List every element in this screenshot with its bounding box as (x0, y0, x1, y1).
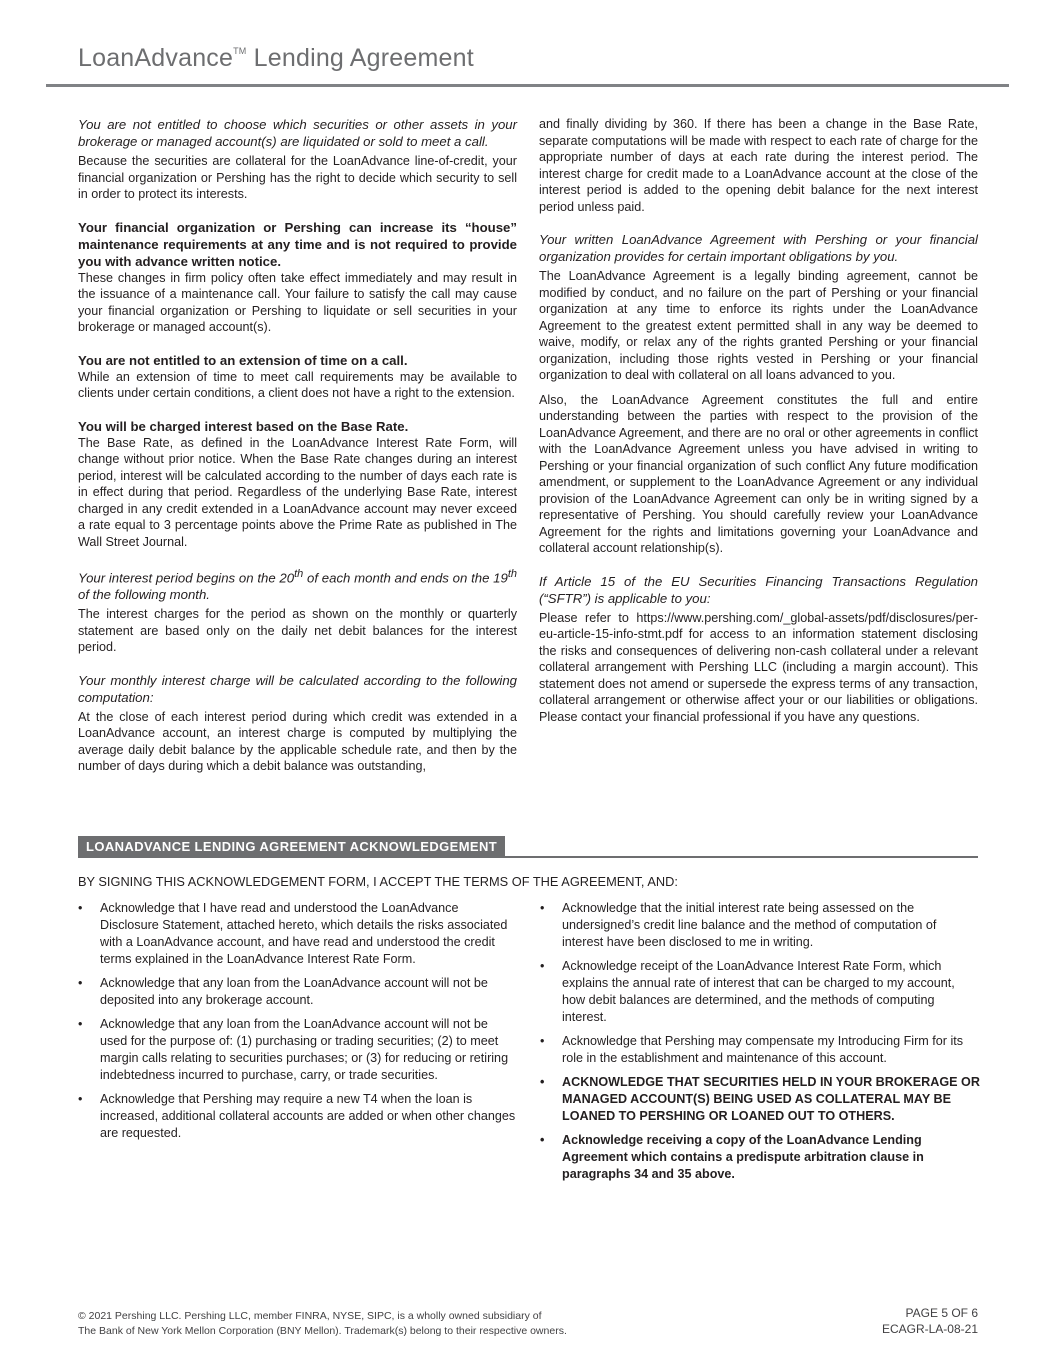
footer-page-info (882, 1306, 978, 1337)
s1-heading: You are not entitled to choose which securities or other assets in your brokerage or managed account(s) are liquidated or sold to meet a call. (78, 117, 517, 149)
page-title (78, 44, 474, 73)
r-continuation: and finally dividing by 360. If there has been a change in the Base Rate, separate computations will be made with respect to each rate of charge for the appropriate number of days at each rate during the interest period. The interest charge for credit made to a LoanAdvance account at the close of the interest period is added to the opening debit balance for the next interest period unless paid. (539, 117, 978, 214)
s5-heading-a: Your interest period begins on the 20 (78, 570, 295, 586)
ack-item-emphasis (540, 1074, 980, 1125)
bullet-icon: • (540, 1034, 545, 1048)
ack-item (78, 1016, 518, 1084)
ack-item-text: Acknowledge that Pershing may compensate my Introducing Firm for its role in the establishment and maintenance of this account. (562, 1034, 964, 1065)
s7-heading: Your written LoanAdvance Agreement with Pershing or your financial organization provides for certain important obligations by you. (539, 232, 978, 264)
ack-list-right (540, 900, 980, 1190)
ack-list-left (78, 900, 518, 1149)
ack-item (78, 900, 518, 968)
s7-body-1: The LoanAdvance Agreement is a legally binding agreement, cannot be modified by conduct, and no failure on the part of Pershing or your financial organization at any time to enforce its rights under the LoanAdvance Agreement to the greatest extent permitted shall in any way be deemed to waive, modify, or relax any of the rights granted Pershing or your financial organization, including those rights vested in Pershing or your financial organization to deal with collateral on all loans advanced to you. (539, 269, 978, 382)
page-number: PAGE 5 OF 6 (905, 1306, 978, 1320)
s5-sup-a: th (294, 568, 304, 580)
s5-sup-b: th (507, 568, 518, 580)
ack-item (78, 1091, 518, 1142)
s7-body-2: Also, the LoanAdvance Agreement constitutes the full and entire understanding between the parties with respect to the provision of the LoanAdvance Agreement, and there are no oral or other agreements in conflict with the LoanAdvance Agreement unless you have advised in writing to Pershing or your financial organization of such conflict Any future modification amendment, or supplement to the LoanAdvance Agreement or any individual provision of the LoanAdvance Agreement can only be in writing signed by a representative of Pershing. You should carefully review your LoanAdvance Agreement for the rights and limitations governing your LoanAdvance and collateral account relationship(s). (539, 392, 978, 555)
s5-body: The interest charges for the period as shown on the monthly or quarterly statement are based only on the daily net debit balances for the interest period. (78, 607, 517, 655)
ack-item (540, 958, 980, 1026)
s5-heading-b: of each month and ends on the 19 (303, 570, 508, 586)
footer-line-2: The Bank of New York Mellon Corporation (BNY Mellon). Trademark(s) belong to their respective owners. (78, 1325, 567, 1337)
ack-item-text: Acknowledge that the initial interest rate being assessed on the undersigned’s credit line balance and the method of computation of interest have been disclosed to me in writing. (562, 901, 937, 949)
s8-body: Please refer to https://www.pershing.com/_global-assets/pdf/disclosures/per-eu-article-15-info-stmt.pdf for access to an information statement disclosing the risks and consequences of delivering non-cash collateral under a relevant collateral arrangement with Pershing LLC (including a margin account). This statement does not amend or supersede the express terms of any transaction, collateral arrangement or otherwise affect your or our liabilities or obligations. Please contact your financial professional if you have any questions. (539, 610, 978, 724)
footer-copyright (78, 1309, 567, 1339)
ack-item (540, 900, 980, 951)
right-column (539, 116, 978, 725)
ack-item (78, 975, 518, 1009)
s2-heading: Your financial organization or Pershing can increase its “house” maintenance requirements at any time and is not required to provide you with advance written notice. (78, 219, 517, 269)
title-rest: Lending Agreement (246, 44, 474, 72)
acknowledgement-rule (78, 856, 978, 858)
footer-line-1: © 2021 Pershing LLC. Pershing LLC, member FINRA, NYSE, SIPC, is a wholly owned subsidiary of (78, 1310, 542, 1322)
trademark-mark: TM (233, 46, 247, 56)
s4-body: The Base Rate, as defined in the LoanAdvance Interest Rate Form, will change without prior notice. When the Base Rate changes during an interest period, interest will be calculated according to the number of days each rate is in effect during that period. Regardless of the underlying Base Rate, interest charged in any credit extended in a LoanAdvance account may never exceed a rate equal to 3 percentage points above the Prime Rate as published in The Wall Street Journal. (78, 435, 517, 549)
s8-heading: If Article 15 of the EU Securities Financing Transactions Regulation (“SFTR”) is applicable to you: (539, 573, 978, 606)
bullet-icon: • (78, 976, 83, 990)
bullet-icon: • (78, 1092, 83, 1106)
s5-heading (78, 566, 517, 603)
ack-item-emphasis (540, 1132, 980, 1183)
ack-item-text: Acknowledge receipt of the LoanAdvance Interest Rate Form, which explains the annual rate of interest that can be charged to my account, how debit balances are determined, and the methods of computing interest. (562, 959, 955, 1024)
acknowledgement-title: LOANADVANCE LENDING AGREEMENT ACKNOWLEDGEMENT (78, 836, 505, 857)
s2-body: These changes in firm policy often take effect immediately and may result in the issuance of a maintenance call. Your failure to satisfy the call may cause your financial organization or Pershing to liquidate or sell securities in your brokerage or managed account(s). (78, 270, 517, 334)
left-column (78, 116, 517, 775)
s6-heading: Your monthly interest charge will be calculated according to the following computation: (78, 672, 517, 705)
ack-item-text: Acknowledge that any loan from the LoanAdvance account will not be used for the purpose of: (1) purchasing or trading securities; (2) to meet margin calls relating to securities purchases; or (3) for reducing or retiring indebtedness incurred to purchase, carry, or trade securities. (100, 1017, 509, 1082)
ack-item (540, 1033, 980, 1067)
ack-item-text: Acknowledge that any loan from the LoanAdvance account will not be deposited into any brokerage account. (100, 976, 488, 1007)
s5-heading-c: of the following month. (78, 587, 210, 603)
acknowledgement-intro: BY SIGNING THIS ACKNOWLEDGEMENT FORM, I ACCEPT THE TERMS OF THE AGREEMENT, AND: (78, 874, 678, 889)
bullet-icon: • (540, 1075, 545, 1089)
ack-item-text: Acknowledge that Pershing may require a new T4 when the loan is increased, additional collateral accounts are added or when other changes are requested. (100, 1092, 516, 1140)
header-divider (46, 84, 1009, 87)
ack-item-text: Acknowledge receiving a copy of the LoanAdvance Lending Agreement which contains a predispute arbitration clause in paragraphs 34 and 35 above. (562, 1133, 924, 1181)
bullet-icon: • (540, 959, 545, 973)
form-code: ECAGR-LA-08-21 (881, 1321, 978, 1336)
title-main: LoanAdvance (78, 44, 234, 72)
bullet-icon: • (540, 1133, 545, 1147)
s1-body: Because the securities are collateral for the LoanAdvance line-of-credit, your financial organization or Pershing has the right to decide which security to sell in order to protect its interests. (78, 154, 517, 201)
s6-body: At the close of each interest period during which credit was extended in a LoanAdvance account, an interest charge is computed by multiplying the average daily debit balance by the applicable schedule rate, and then by the number of days during which a debit balance was outstanding, (78, 709, 517, 774)
acknowledgement-header (78, 836, 978, 858)
ack-item-text: Acknowledge that I have read and understood the LoanAdvance Disclosure Statement, attached hereto, which details the risks associated with a LoanAdvance account, and have read and understood the credit terms explained in the LoanAdvance Interest Rate Form. (100, 901, 508, 966)
bullet-icon: • (540, 901, 545, 915)
bullet-icon: • (78, 1017, 83, 1031)
bullet-icon: • (78, 901, 83, 915)
ack-item-text: ACKNOWLEDGE THAT SECURITIES HELD IN YOUR BROKERAGE OR MANAGED ACCOUNT(S) BEING USED AS COLLATERAL MAY BE LOANED TO PERSHING OR LOANED OUT TO OTHERS. (562, 1075, 980, 1123)
s3-body: While an extension of time to meet call requirements may be available to clients under certain conditions, a client does not have a right to the extension. (78, 369, 517, 400)
s3-heading: You are not entitled to an extension of time on a call. (78, 352, 408, 368)
s4-heading: You will be charged interest based on the Base Rate. (78, 418, 409, 434)
